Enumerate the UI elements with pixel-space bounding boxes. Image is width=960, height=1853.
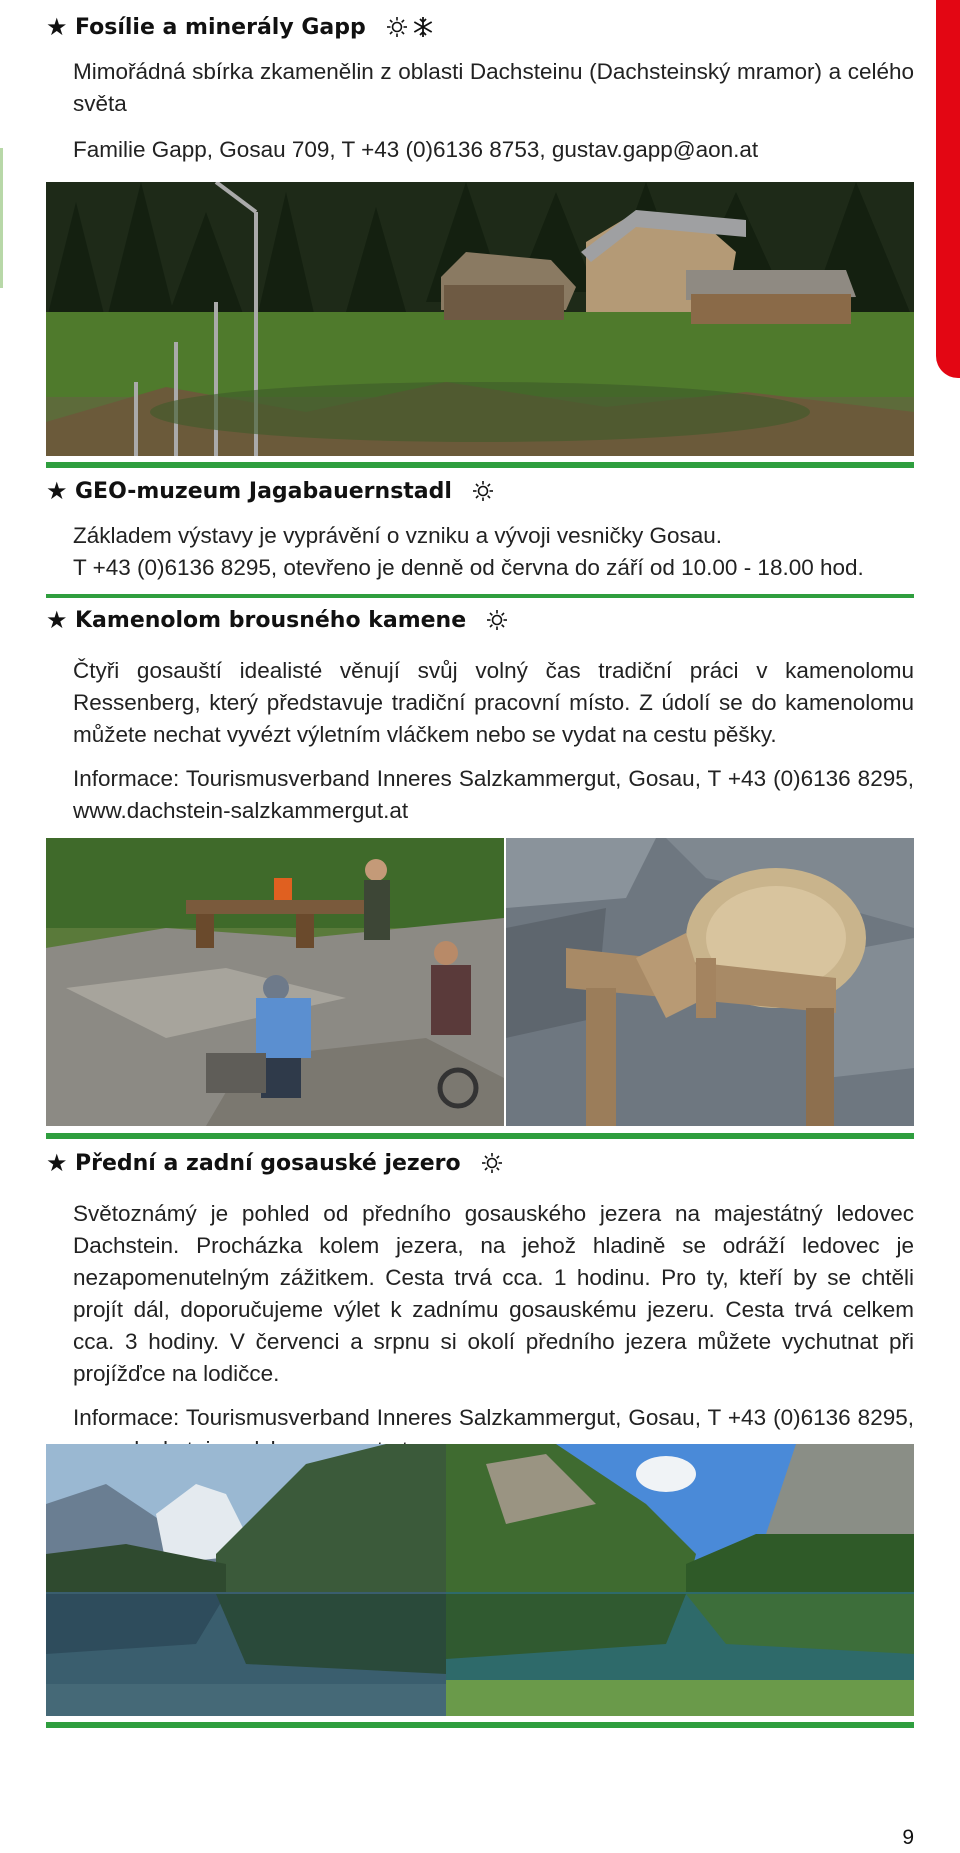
section-heading (46, 10, 914, 44)
photo-rear-lake (446, 1444, 914, 1716)
star-icon: ★ (46, 606, 68, 634)
section-divider (46, 1722, 914, 1728)
star-icon: ★ (46, 1149, 68, 1177)
photo-front-lake (46, 1444, 446, 1716)
red-page-tab (936, 0, 960, 378)
section-fossils (46, 10, 914, 166)
photo-quarry-workers (46, 838, 504, 1126)
page-number: 9 (902, 1826, 914, 1849)
sun-icon (481, 1152, 503, 1174)
snowflake-icon (412, 16, 434, 38)
sun-icon (472, 480, 494, 502)
photo-farmhouse-meadow (46, 182, 914, 456)
sun-icon (386, 16, 408, 38)
star-icon: ★ (46, 477, 68, 505)
section-divider (46, 594, 914, 598)
section-gosau-lakes (46, 1146, 914, 1466)
section-divider (46, 1133, 914, 1139)
section-contact: Informace: Tourismusverband Inneres Salzkammergut, Gosau, T +43 (0)6136 8295, (73, 1405, 914, 1430)
section-geo-museum (46, 474, 914, 584)
section-heading (46, 603, 914, 637)
section-heading (46, 474, 914, 508)
section-contact: Familie Gapp, Gosau 709, T +43 (0)6136 8753, gustav.gapp@aon.at (73, 137, 759, 162)
section-title: Fosílie a minerály Gapp (75, 14, 366, 40)
section-description: Mimořádná sbírka zkamenělin z oblasti Dachsteinu (Dachsteinský mramor) a celého světa (73, 59, 914, 116)
section-contact: T +43 (0)6136 8295, otevřeno je denně od června do září od 10.00 - 18.00 hod. (73, 555, 864, 580)
section-description: Čtyři gosauští idealisté věnují svůj volný čas tradiční práci v kamenolomu Ressenberg, který představuje tradiční pracovní místo. Z údolí se do kamenolomu můžete nechat vyvézt výletním vláčkem nebo se vydat na cestu pěšky. (73, 658, 914, 747)
section-title: Kamenolom brousného kamene (75, 607, 467, 633)
section-title: Přední a zadní gosauské jezero (75, 1150, 461, 1176)
star-icon: ★ (46, 13, 68, 41)
section-whetstone-quarry (46, 603, 914, 827)
section-contact: Informace: Tourismusverband Inneres Salzkammergut, Gosau, T +43 (0)6136 8295, www.dachstein-salzkammergut.at (73, 766, 914, 823)
sun-icon (486, 609, 508, 631)
page-edge-mark (0, 148, 3, 288)
photo-grinding-wheel (506, 838, 914, 1126)
section-description: Světoznámý je pohled od předního gosauského jezera na majestátný ledovec Dachstein. Procházka kolem jezera, na jehož hladině se odráží ledovec je nezapomenutelným zážitkem. Cesta trvá cca. 1 hodinu. Pro ty, kteří by se chtěli projít dál, doporučujeme výlet k zadnímu gosauskému jezeru. Cesta trvá celkem cca. 3 hodiny. V červenci a srpnu si okolí předního jezera můžete vychutnat při projížďce na lodičce. (73, 1201, 914, 1386)
section-divider (46, 462, 914, 468)
section-description: Základem výstavy je vyprávění o vzniku a vývoji vesničky Gosau. (73, 523, 723, 548)
section-title: GEO-muzeum Jagabauernstadl (75, 478, 452, 504)
section-heading (46, 1146, 914, 1180)
